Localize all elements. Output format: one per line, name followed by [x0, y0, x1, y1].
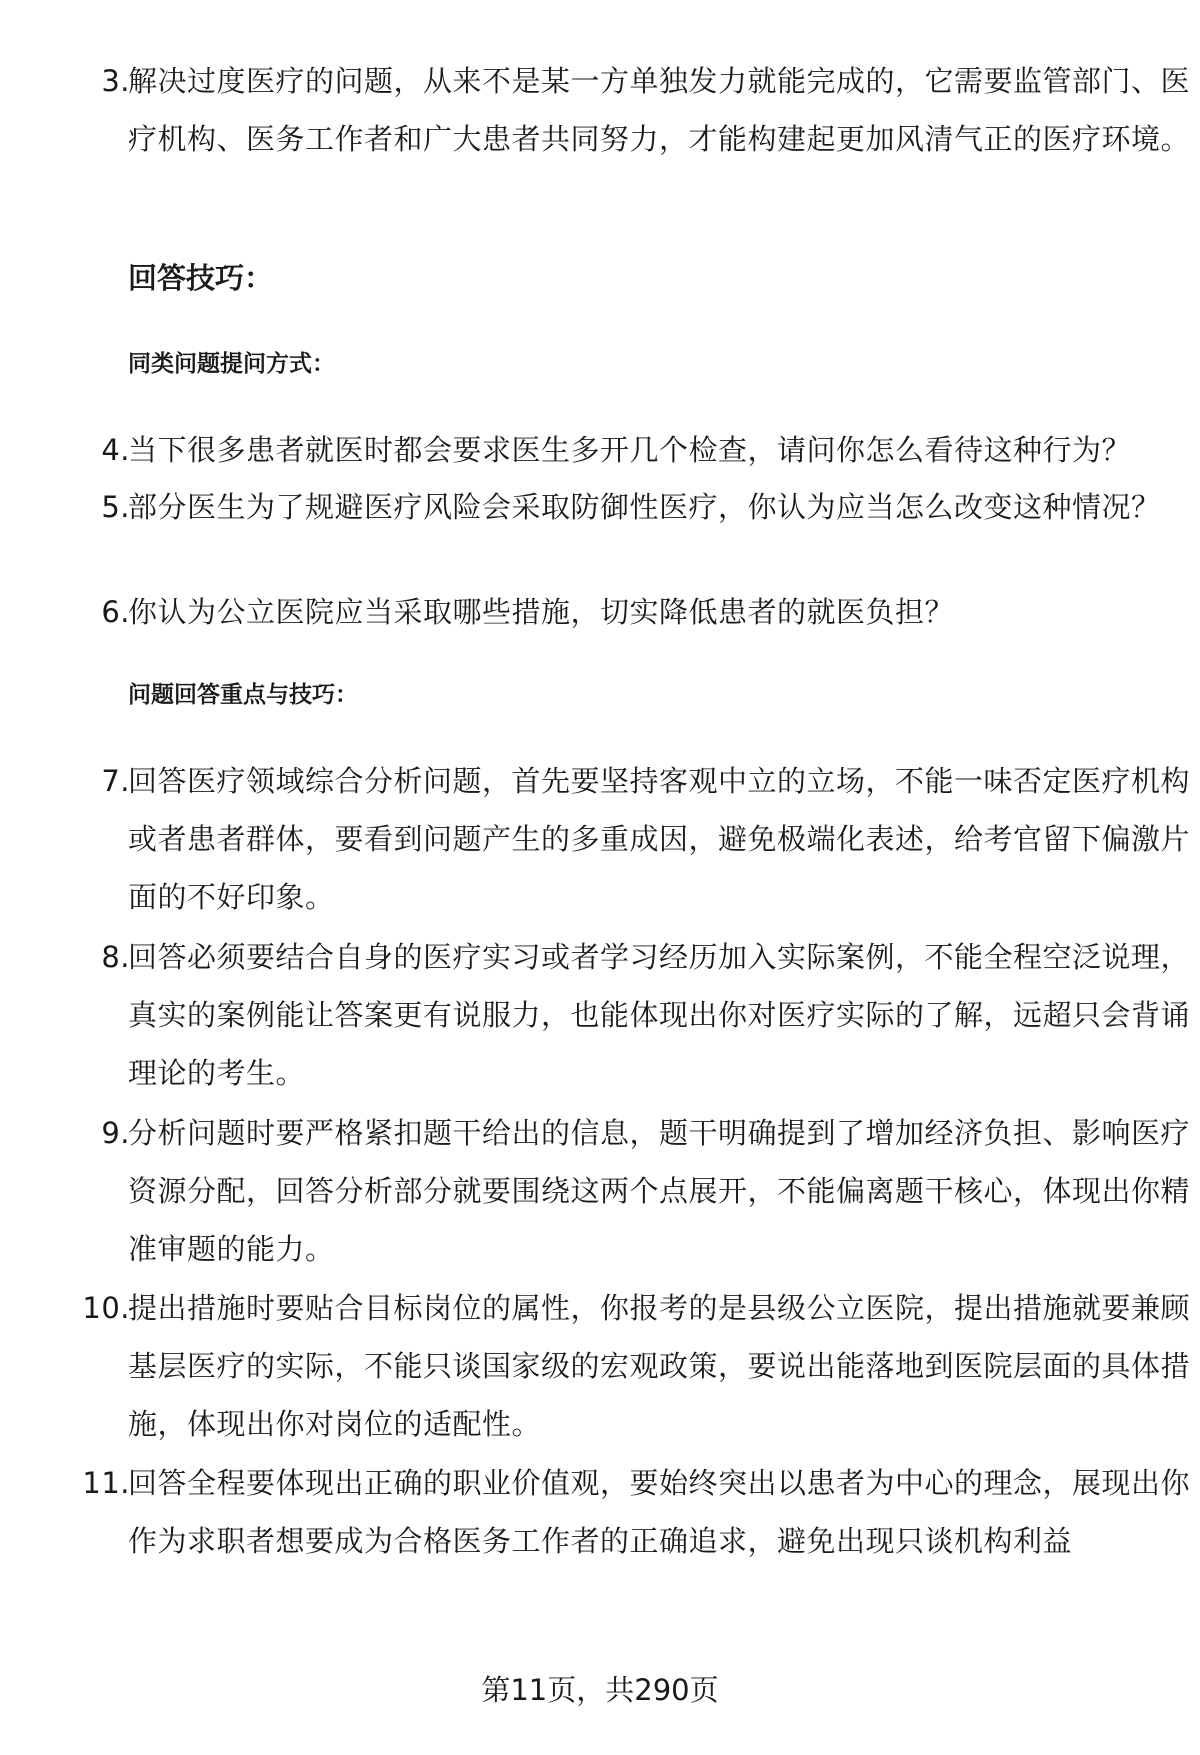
list-item: [70, 752, 1191, 926]
similar-questions-heading: 同类问题提问方式：: [128, 351, 335, 377]
key-points-heading: 问题回答重点与技巧：: [128, 682, 358, 708]
list-item: [70, 1454, 1191, 1570]
list-item-number: 10.: [82, 1291, 130, 1325]
list-item-number: 7.: [101, 764, 130, 798]
list-item-number: 9.: [101, 1116, 130, 1150]
list-item: [70, 583, 1150, 641]
list-item-number: 4.: [101, 433, 130, 467]
list-item: [70, 52, 1191, 226]
list-item-number: 3.: [101, 64, 130, 98]
list-item-number: 6.: [101, 595, 130, 629]
list-item-text: 提出措施时要贴合目标岗位的属性，你报考的是县级公立医院，提出措施就要兼顾基层医疗的实际，不能只谈国家级的宏观政策，要说出能落地到医院层面的具体措施，体现出你对岗位的适配性。: [128, 1291, 1191, 1441]
list-item-number: 5.: [101, 490, 130, 524]
list-item: [70, 928, 1191, 1102]
list-item-text: 回答医疗领域综合分析问题，首先要坚持客观中立的立场，不能一味否定医疗机构或者患者群体，要看到问题产生的多重成因，避免极端化表述，给考官留下偏激片面的不好印象。: [128, 764, 1191, 914]
list-item-number: 11.: [82, 1466, 130, 1500]
list-item: [70, 1104, 1191, 1278]
list-item: [70, 478, 1161, 594]
list-item: [70, 421, 1150, 479]
list-item: [70, 1279, 1191, 1453]
list-item-text: 你认为公立医院应当采取哪些措施，切实降低患者的就医负担？: [128, 595, 955, 629]
list-item-text: 部分医生为了规避医疗风险会采取防御性医疗，你认为应当怎么改变这种情况？: [128, 490, 1161, 524]
answer-tips-heading: 回答技巧：: [128, 261, 274, 295]
page-footer: 第11页，共290页: [481, 1673, 719, 1707]
list-item-text: 解决过度医疗的问题，从来不是某一方单独发力就能完成的，它需要监管部门、医疗机构、医务工作者和广大患者共同努力，才能构建起更加风清气正的医疗环境。: [128, 64, 1191, 156]
list-item-text: 回答全程要体现出正确的职业价值观，要始终突出以患者为中心的理念，展现出你作为求职者想要成为合格医务工作者的正确追求，避免出现只谈机构利益: [128, 1466, 1191, 1558]
list-item-number: 8.: [101, 940, 130, 974]
list-item-text: 当下很多患者就医时都会要求医生多开几个检查，请问你怎么看待这种行为？: [128, 433, 1132, 467]
list-item-text: 回答必须要结合自身的医疗实习或者学习经历加入实际案例，不能全程空泛说理，真实的案例能让答案更有说服力，也能体现出你对医疗实际的了解，远超只会背诵理论的考生。: [128, 940, 1191, 1090]
list-item-text: 分析问题时要严格紧扣题干给出的信息，题干明确提到了增加经济负担、影响医疗资源分配，回答分析部分就要围绕这两个点展开，不能偏离题干核心，体现出你精准审题的能力。: [128, 1116, 1191, 1266]
